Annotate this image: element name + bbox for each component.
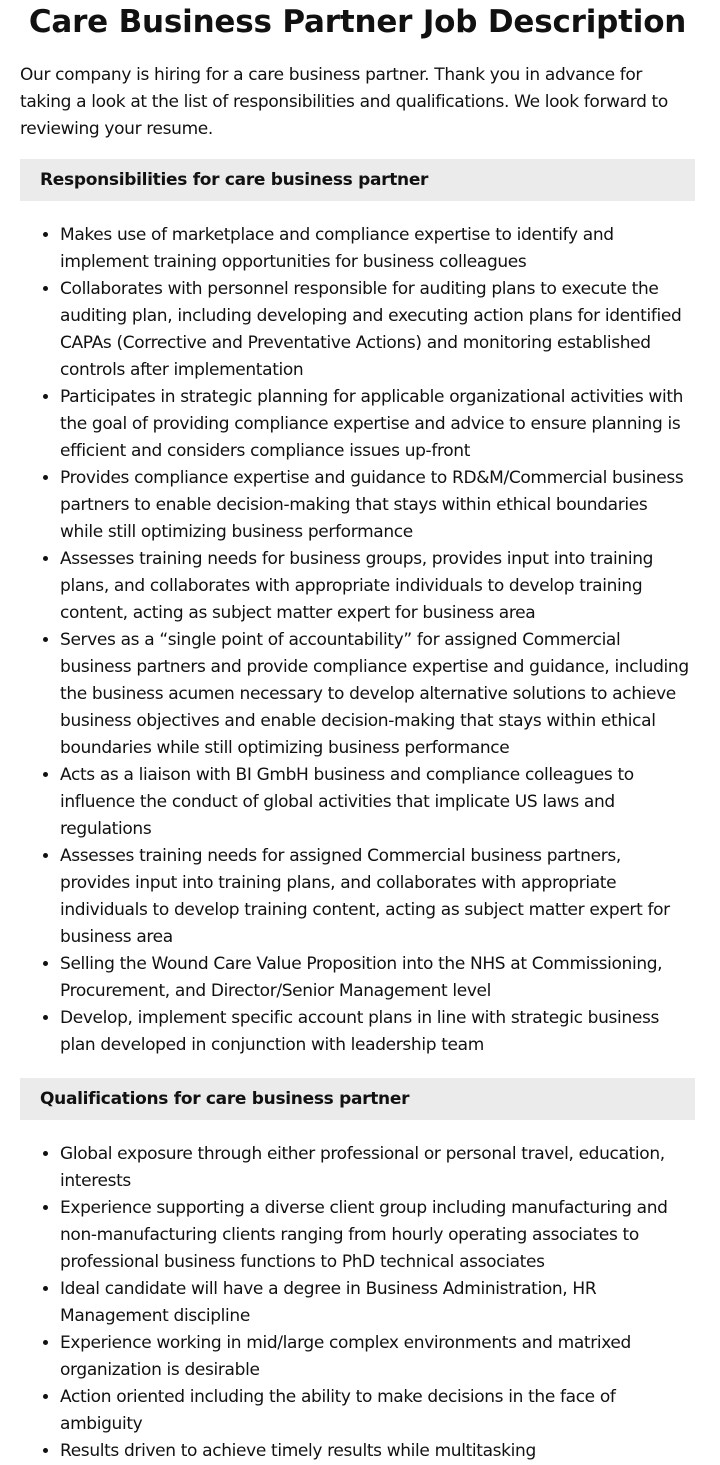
list-item: • Makes use of marketplace and compliance expertise to identify and implement training opportunities for business colleagues: [60, 222, 695, 276]
list-item: • Assesses training needs for business groups, provides input into training plans, and collaborates with appropriate individuals to develop training content, acting as subject matter expert for business area: [60, 546, 695, 627]
intro-paragraph: Our company is hiring for a care business partner. Thank you in advance for taking a look at the list of responsibilities and qualifications. We look forward to reviewing your resume.: [20, 65, 668, 139]
qualifications-list: [20, 1141, 695, 1465]
list-item: • Provides compliance expertise and guidance to RD&M/Commercial business partners to enable decision-making that stays within ethical boundaries while still optimizing business performance: [60, 465, 695, 546]
list-item: • Results driven to achieve timely results while multitasking: [60, 1438, 695, 1465]
list-item: • Participates in strategic planning for applicable organizational activities with the goal of providing compliance expertise and advice to ensure planning is efficient and considers compliance issues up-front: [60, 384, 695, 465]
list-item: • Experience supporting a diverse client group including manufacturing and non-manufacturing clients ranging from hourly operating associates to professional business functions to PhD technical associates: [60, 1195, 695, 1276]
responsibilities-heading: Responsibilities for care business partner: [20, 159, 695, 201]
list-item: • Develop, implement specific account plans in line with strategic business plan developed in conjunction with leadership team: [60, 1005, 695, 1059]
list-item: • Global exposure through either professional or personal travel, education, interests: [60, 1141, 695, 1195]
qualifications-heading: Qualifications for care business partner: [20, 1078, 695, 1120]
list-item: • Action oriented including the ability to make decisions in the face of ambiguity: [60, 1384, 695, 1438]
list-item: • Ideal candidate will have a degree in Business Administration, HR Management discipline: [60, 1276, 695, 1330]
list-item: • Collaborates with personnel responsible for auditing plans to execute the auditing plan, including developing and executing action plans for identified CAPAs (Corrective and Preventative Actions) and monitoring established controls after implementation: [60, 276, 695, 384]
list-item: • Experience working in mid/large complex environments and matrixed organization is desirable: [60, 1330, 695, 1384]
list-item: • Assesses training needs for assigned Commercial business partners, provides input into training plans, and collaborates with appropriate individuals to develop training content, acting as subject matter expert for business area: [60, 843, 695, 951]
list-item: • Selling the Wound Care Value Proposition into the NHS at Commissioning, Procurement, and Director/Senior Management level: [60, 951, 695, 1005]
page-title: Care Business Partner Job Description: [28, 4, 687, 40]
responsibilities-list: [20, 222, 695, 1059]
list-item: • Acts as a liaison with BI GmbH business and compliance colleagues to influence the conduct of global activities that implicate US laws and regulations: [60, 762, 695, 843]
list-item: • Serves as a “single point of accountability” for assigned Commercial business partners and provide compliance expertise and guidance, including the business acumen necessary to develop alternative solutions to achieve business objectives and enable decision-making that stays within ethical boundaries while still optimizing business performance: [60, 627, 695, 762]
